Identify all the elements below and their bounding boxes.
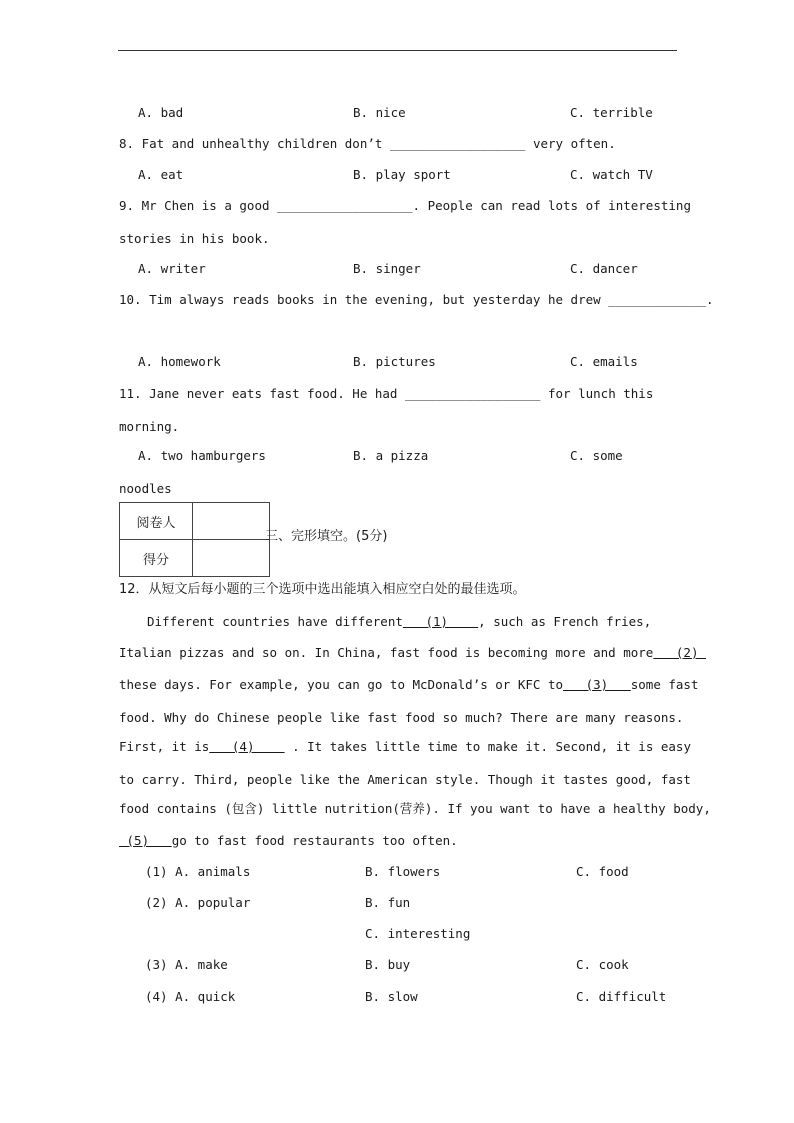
option-1-a: (1) A. animals [145,864,251,879]
option-3-b: B. buy [365,957,411,972]
q10-option-c: C. emails [570,354,638,369]
q11-option-c: C. some [570,448,623,463]
q9-option-a: A. writer [138,261,206,276]
q7-option-b: B. nice [353,105,406,120]
passage-line-6: to carry. Third, people like the American style. Though it tastes good, fast [119,772,691,787]
q9-option-c: C. dancer [570,261,638,276]
q10-blank: _____________ [608,292,707,307]
q11-blank: __________________ [404,386,541,401]
reviewer-label: 阅卷人 [120,503,193,540]
q10-option-b: B. pictures [353,354,436,369]
q9-stem-line2: stories in his book. [119,231,270,246]
q10-stem: 10. Tim always reads books in the evening, but yesterday he drew _____________. [119,292,714,307]
option-3-a: (3) A. make [145,957,228,972]
q12-instruction: 12．从短文后每小题的三个选项中选出能填入相应空白处的最佳选项。 [119,582,526,597]
option-4-b: B. slow [365,989,418,1004]
option-1-c: C. food [576,864,629,879]
q8-stem: 8. Fat and unhealthy children don’t __________________ very often. [119,136,616,151]
option-2-c: C. interesting [365,926,471,941]
q8-option-c: C. watch TV [570,167,653,182]
passage-line-4: food. Why do Chinese people like fast food so much? There are many reasons. [119,710,684,725]
blank-5: (5) [119,833,172,848]
q7-option-a: A. bad [138,105,184,120]
q11-option-b: B. a pizza [353,448,429,463]
passage-line-5: First, it is (4) . It takes little time to make it. Second, it is easy [119,739,691,754]
option-3-c: C. cook [576,957,629,972]
q9-stem: 9. Mr Chen is a good __________________. People can read lots of interesting [119,198,691,213]
q9-blank: __________________ [277,198,413,213]
option-4-a: (4) A. quick [145,989,236,1004]
q9-option-b: B. singer [353,261,421,276]
q8-option-b: B. play sport [353,167,451,182]
score-table [119,502,270,577]
option-1-b: B. flowers [365,864,441,879]
q11-option-a: A. two hamburgers [138,448,266,463]
passage-line-7: food contains (包含) little nutrition(营养). If you want to have a healthy body, [119,801,711,816]
q11-stem-line2: morning. [119,419,180,434]
passage-line-8: (5) go to fast food restaurants too often. [119,833,458,848]
passage-line-1: Different countries have different (1) , such as French fries, [147,614,652,629]
blank-2: (2) [653,645,707,660]
q11-stem: 11. Jane never eats fast food. He had __________________ for lunch this [119,386,654,401]
reviewer-cell [193,503,270,540]
blank-3: (3) [563,677,631,692]
header-rule [118,50,677,51]
option-4-c: C. difficult [576,989,667,1004]
score-cell [193,540,270,577]
q10-option-a: A. homework [138,354,221,369]
passage-line-3: these days. For example, you can go to McDonald’s or KFC to (3) some fast [119,677,699,692]
q11-option-c-continued: noodles [119,481,172,496]
option-2-a: (2) A. popular [145,895,251,910]
section-3-title: 三、完形填空。(5分) [265,529,388,544]
q7-option-c: C. terrible [570,105,653,120]
option-2-b: B. fun [365,895,411,910]
blank-1: (1) [402,614,479,629]
q8-option-a: A. eat [138,167,184,182]
score-label: 得分 [120,540,193,577]
q8-blank: __________________ [389,136,526,151]
passage-line-2: Italian pizzas and so on. In China, fast food is becoming more and more (2) [119,645,707,660]
blank-4: (4) [209,739,285,754]
